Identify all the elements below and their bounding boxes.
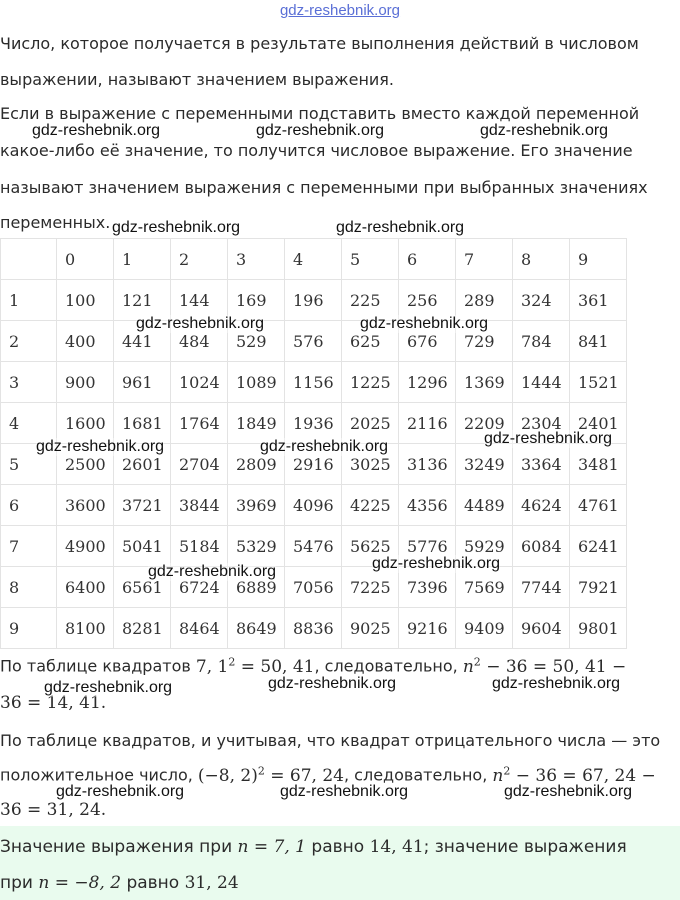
solution2-line-1: По таблице квадратов, и учитывая, что квадрат отрицательного числа — это [0,731,661,750]
table-row [1,485,627,526]
table-cell: 5329 [228,526,285,567]
row-label-cell: 5 [1,444,57,485]
table-cell: 841 [570,321,627,362]
table-cell: 4761 [570,485,627,526]
row-label-cell: 6 [1,485,57,526]
table-cell: 2304 [513,403,570,444]
table-cell: 3249 [456,444,513,485]
table-cell: 3969 [228,485,285,526]
table-cell: 1444 [513,362,570,403]
table-cell: 3600 [57,485,114,526]
table-cell: 5625 [342,526,399,567]
watermark: gdz-reshebnik.org [260,438,389,455]
table-row [1,321,627,362]
table-cell: 7 [456,239,513,280]
table-cell: 7225 [342,567,399,608]
table-cell: 1849 [228,403,285,444]
watermark: gdz-reshebnik.org [32,122,161,139]
answer-box [0,826,680,900]
table-cell: 0 [57,239,114,280]
table-cell: 5929 [456,526,513,567]
table-cell: 961 [114,362,171,403]
table-cell: 900 [57,362,114,403]
table-cell: 1156 [285,362,342,403]
table-cell: 7396 [399,567,456,608]
table-cell: 6724 [171,567,228,608]
table-cell: 6889 [228,567,285,608]
watermark: gdz-reshebnik.org [112,219,241,236]
table-cell: 8100 [57,608,114,649]
table-cell: 2916 [285,444,342,485]
watermark: gdz-reshebnik.org [492,675,621,692]
intro-line-6: переменных. [0,213,111,232]
table-cell: 1089 [228,362,285,403]
intro-line-2: выражении, называют значением выражения. [0,70,395,89]
table-cell: 1681 [114,403,171,444]
table-cell: 5476 [285,526,342,567]
table-cell: 3844 [171,485,228,526]
table-cell: 6400 [57,567,114,608]
table-cell: 3364 [513,444,570,485]
table-cell: 9409 [456,608,513,649]
row-label-cell: 2 [1,321,57,362]
table-cell: 5184 [171,526,228,567]
solution1-line-1: По таблице квадратов 7, $1^2 = 50$, 41, следовательно, $n^2 - 36 = 50$, 41 − [0,655,627,677]
table-cell: 8464 [171,608,228,649]
table-cell: 9025 [342,608,399,649]
watermark: gdz-reshebnik.org [136,315,265,332]
table-cell: 9604 [513,608,570,649]
table-cell: 8649 [228,608,285,649]
solution1-line-2: 36 = 14, 41. [0,693,107,713]
table-cell: 8281 [114,608,171,649]
intro-line-3: Если в выражение с переменными подставить вместо каждой переменной [0,104,640,123]
table-cell: 324 [513,280,570,321]
table-cell: 8 [513,239,570,280]
table-cell: 4489 [456,485,513,526]
table-cell: 1296 [399,362,456,403]
table-cell: 3025 [342,444,399,485]
table-cell: 7569 [456,567,513,608]
table-cell: 484 [171,321,228,362]
table-cell: 9216 [399,608,456,649]
table-cell: 2809 [228,444,285,485]
table-cell: 400 [57,321,114,362]
intro-line-1: Число, которое получается в результате выполнения действий в числовом [0,34,639,53]
watermark: gdz-reshebnik.org [56,783,185,800]
solution2-line-3: 36 = 31, 24. [0,800,107,820]
intro-line-5: называют значением выражения с переменными при выбранных значениях [0,178,648,197]
table-cell: 9 [570,239,627,280]
row-label-cell: 9 [1,608,57,649]
table-row [1,362,627,403]
watermark: gdz-reshebnik.org [484,430,613,447]
table-cell: 169 [228,280,285,321]
table-cell: 1 [114,239,171,280]
row-label-cell: 3 [1,362,57,403]
table-cell: 1225 [342,362,399,403]
table-cell: 4225 [342,485,399,526]
table-cell: 1600 [57,403,114,444]
table-cell: 8836 [285,608,342,649]
table-cell: 1521 [570,362,627,403]
table-cell: 3136 [399,444,456,485]
table-cell: 289 [456,280,513,321]
table-cell: 784 [513,321,570,362]
table-cell: 6561 [114,567,171,608]
table-cell: 1764 [171,403,228,444]
table-cell: 144 [171,280,228,321]
table-cell: 2704 [171,444,228,485]
table-cell: 5776 [399,526,456,567]
watermark: gdz-reshebnik.org [36,438,165,455]
table-cell: 2025 [342,403,399,444]
table-cell: 7056 [285,567,342,608]
table-cell: 729 [456,321,513,362]
table-cell: 441 [114,321,171,362]
table-row [1,608,627,649]
watermark: gdz-reshebnik.org [280,783,409,800]
table-cell: 7921 [570,567,627,608]
table-cell: 256 [399,280,456,321]
table-header-row [1,239,627,280]
row-label-cell [1,239,57,280]
table-cell: 4 [285,239,342,280]
table-cell: 121 [114,280,171,321]
watermark: gdz-reshebnik.org [256,122,385,139]
table-cell: 2401 [570,403,627,444]
row-label-cell: 1 [1,280,57,321]
table-cell: 2 [171,239,228,280]
answer-line-1: Значение выражения при n = 7, 1 равно 14, 41; значение выражения [0,837,627,857]
table-cell: 6 [399,239,456,280]
watermark: gdz-reshebnik.org [148,563,277,580]
table-row [1,280,627,321]
table-cell: 5041 [114,526,171,567]
solution2-line-2: положительное число, (−8, 2)$^2$ = 67, 24, следовательно, $n^2 - 36 = 67$, 24 − [0,764,656,786]
watermark: gdz-reshebnik.org [480,122,609,139]
table-row [1,526,627,567]
table-cell: 7744 [513,567,570,608]
table-cell: 3 [228,239,285,280]
table-cell: 1369 [456,362,513,403]
intro-line-4: какое-либо её значение, то получится числовое выражение. Его значение [0,141,633,160]
table-cell: 4356 [399,485,456,526]
table-cell: 6084 [513,526,570,567]
table-cell: 1024 [171,362,228,403]
answer-line-2: при n = −8, 2 равно 31, 24 [0,873,239,893]
table-cell: 576 [285,321,342,362]
table-cell: 2601 [114,444,171,485]
watermark: gdz-reshebnik.org [44,679,173,696]
table-cell: 529 [228,321,285,362]
table-cell: 4096 [285,485,342,526]
site-link[interactable]: gdz-reshebnik.org [279,2,401,19]
table-cell: 1936 [285,403,342,444]
row-label-cell: 7 [1,526,57,567]
watermark: gdz-reshebnik.org [336,219,465,236]
row-label-cell: 8 [1,567,57,608]
table-cell: 361 [570,280,627,321]
table-cell: 9801 [570,608,627,649]
table-cell: 100 [57,280,114,321]
table-cell: 2116 [399,403,456,444]
table-cell: 3721 [114,485,171,526]
table-cell: 2500 [57,444,114,485]
row-label-cell: 4 [1,403,57,444]
table-cell: 5 [342,239,399,280]
table-cell: 4624 [513,485,570,526]
watermark: gdz-reshebnik.org [268,675,397,692]
table-cell: 3481 [570,444,627,485]
table-cell: 196 [285,280,342,321]
table-cell: 625 [342,321,399,362]
watermark: gdz-reshebnik.org [360,315,489,332]
watermark: gdz-reshebnik.org [372,555,501,572]
table-cell: 676 [399,321,456,362]
table-cell: 225 [342,280,399,321]
table-cell: 6241 [570,526,627,567]
table-cell: 2209 [456,403,513,444]
table-row [1,567,627,608]
watermark: gdz-reshebnik.org [504,783,633,800]
table-cell: 4900 [57,526,114,567]
